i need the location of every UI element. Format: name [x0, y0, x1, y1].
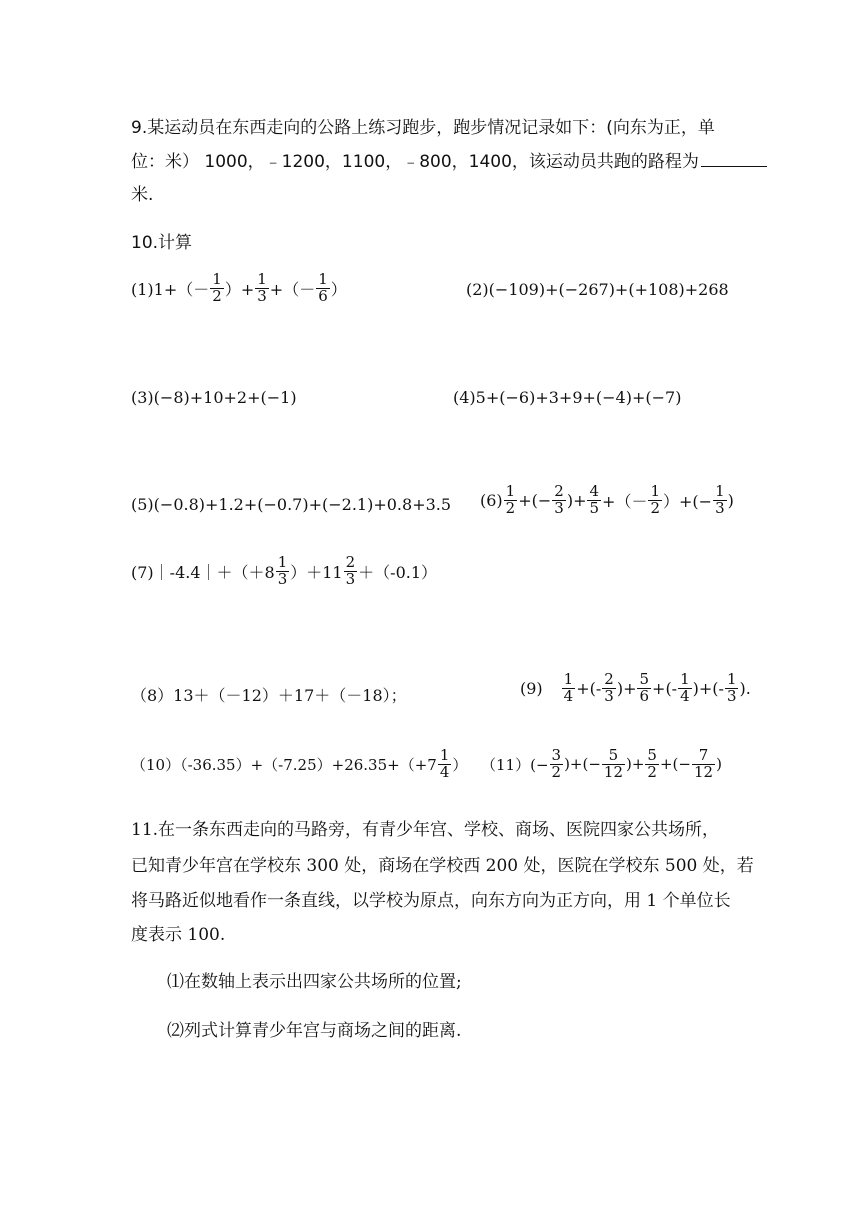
- q11-line4: 度表示 100.: [131, 925, 226, 945]
- text: (6): [480, 490, 503, 510]
- text: ）: [330, 279, 347, 299]
- fraction: [316, 272, 330, 305]
- fraction: [648, 484, 662, 517]
- fraction: [504, 484, 518, 517]
- text: +（－: [602, 491, 648, 511]
- q10-problem-11: [481, 748, 722, 781]
- text: （11）(−: [481, 755, 549, 774]
- denominator: 2: [212, 286, 222, 305]
- text: +(−: [659, 755, 691, 774]
- q10-problem-3: (3)(−8)+10+2+(−1): [131, 388, 297, 407]
- denominator: 5: [589, 498, 600, 517]
- fraction: [602, 748, 625, 781]
- fraction: [276, 555, 290, 588]
- q10-title: 10.计算: [131, 233, 193, 253]
- q10-problem-5: (5)(−0.8)+1.2+(−0.7)+(−2.1)+0.8+3.5: [131, 495, 452, 514]
- fraction: [552, 484, 566, 517]
- q10-problem-1: [131, 272, 347, 305]
- denominator: 4: [680, 686, 690, 705]
- numerator: 1: [680, 670, 690, 688]
- text: (7)｜-4.4｜＋（＋8: [131, 562, 275, 582]
- text: )+(−: [564, 755, 601, 774]
- denominator: 3: [604, 686, 614, 705]
- fraction: [550, 748, 564, 781]
- fraction: [637, 672, 651, 705]
- fraction: [344, 555, 358, 588]
- text: ): [716, 755, 722, 774]
- q10-problem-6: [480, 484, 734, 517]
- numerator: 1: [715, 482, 725, 500]
- text: )+: [616, 678, 637, 698]
- denominator: 6: [318, 286, 328, 305]
- numerator: 5: [647, 746, 657, 764]
- denominator: 3: [277, 569, 288, 588]
- denominator: 6: [639, 686, 650, 705]
- fraction: [602, 672, 616, 705]
- denominator: 12: [693, 762, 714, 781]
- fraction: [678, 672, 692, 705]
- text: ): [727, 490, 734, 510]
- denominator: 3: [345, 569, 356, 588]
- numerator: 2: [604, 670, 614, 688]
- fraction: [255, 272, 269, 305]
- text: )+: [626, 755, 645, 774]
- numerator: 7: [692, 748, 715, 765]
- denominator: 2: [650, 498, 660, 517]
- q11-sub2: ⑵列式计算青少年宫与商场之间的距离.: [167, 1021, 462, 1041]
- fraction: [587, 484, 601, 517]
- denominator: 12: [603, 762, 623, 781]
- numerator: 1: [257, 270, 267, 288]
- numerator: 1: [439, 746, 450, 764]
- numerator: 1: [726, 670, 737, 688]
- text: )+: [566, 490, 587, 510]
- denominator: 2: [505, 498, 516, 517]
- fraction: [692, 748, 715, 781]
- text: ）＋11: [290, 562, 343, 582]
- q9-line2-text: 位：米） 1000，﹣1200，1100，﹣800，1400，该运动员共跑的路程为: [131, 152, 699, 172]
- numerator: 1: [212, 270, 222, 288]
- text: (1)1+（－: [131, 279, 210, 299]
- numerator: 2: [345, 553, 356, 571]
- text: (9): [520, 678, 543, 698]
- fraction: [713, 484, 727, 517]
- fraction: [210, 272, 224, 305]
- answer-blank[interactable]: [701, 148, 767, 167]
- text: ).: [739, 678, 751, 698]
- numerator: 4: [589, 482, 600, 500]
- numerator: 5: [639, 670, 650, 688]
- denominator: 3: [554, 498, 564, 517]
- q10-problem-2: (2)(−109)+(−267)+(+108)+268: [466, 280, 729, 299]
- text: +(-: [576, 678, 602, 698]
- denominator: 3: [715, 498, 725, 517]
- text: )+(-: [692, 678, 724, 698]
- fraction: [438, 748, 452, 781]
- q10-problem-10: [131, 748, 467, 781]
- text: ）+: [224, 279, 255, 299]
- numerator: 1: [277, 553, 288, 571]
- fraction: [725, 672, 739, 705]
- numerator: 1: [650, 482, 660, 500]
- q10-problem-9: [520, 672, 751, 705]
- numerator: 1: [505, 482, 516, 500]
- text: +(-: [652, 678, 678, 698]
- denominator: 3: [726, 686, 737, 705]
- text: （10）（-36.35）+（-7.25）+26.35+（+7: [131, 755, 437, 774]
- q11-line2: 已知青少年宫在学校东 300 处，商场在学校西 200 处，医院在学校东 500 处，若: [131, 856, 754, 876]
- numerator: 5: [602, 748, 625, 765]
- denominator: 4: [439, 762, 450, 781]
- numerator: 1: [318, 270, 328, 288]
- q11-line3: 将马路近似地看作一条直线，以学校为原点，向东方向为正方向，用 1 个单位长: [131, 891, 731, 911]
- numerator: 1: [563, 670, 574, 688]
- text: ）: [452, 755, 468, 774]
- q10-problem-7: [131, 555, 437, 588]
- numerator: 3: [551, 746, 562, 764]
- text: ）+(−: [663, 491, 713, 511]
- fraction: [645, 748, 659, 781]
- q9-line2: [131, 147, 767, 172]
- q11-sub1: ⑴在数轴上表示出四家公共场所的位置;: [167, 972, 462, 992]
- numerator: 2: [554, 482, 564, 500]
- denominator: 4: [563, 686, 574, 705]
- denominator: 2: [551, 762, 562, 781]
- q9-line3: 米.: [131, 185, 154, 205]
- text: +(−: [518, 490, 552, 510]
- text: ＋（-0.1）: [358, 562, 438, 582]
- denominator: 2: [647, 762, 657, 781]
- denominator: 3: [257, 286, 267, 305]
- q10-problem-8: （8）13＋（－12）＋17＋（－18）；: [131, 686, 407, 705]
- text: +（－: [269, 279, 316, 299]
- q11-line1: 11.在一条东西走向的马路旁，有青少年宫、学校、商场、医院四家公共场所，: [131, 820, 720, 840]
- fraction: [562, 672, 576, 705]
- q9-line1: 9.某运动员在东西走向的公路上练习跑步，跑步情况记录如下：(向东为正，单: [131, 118, 715, 138]
- q10-problem-4: (4)5+(−6)+3+9+(−4)+(−7): [453, 388, 682, 407]
